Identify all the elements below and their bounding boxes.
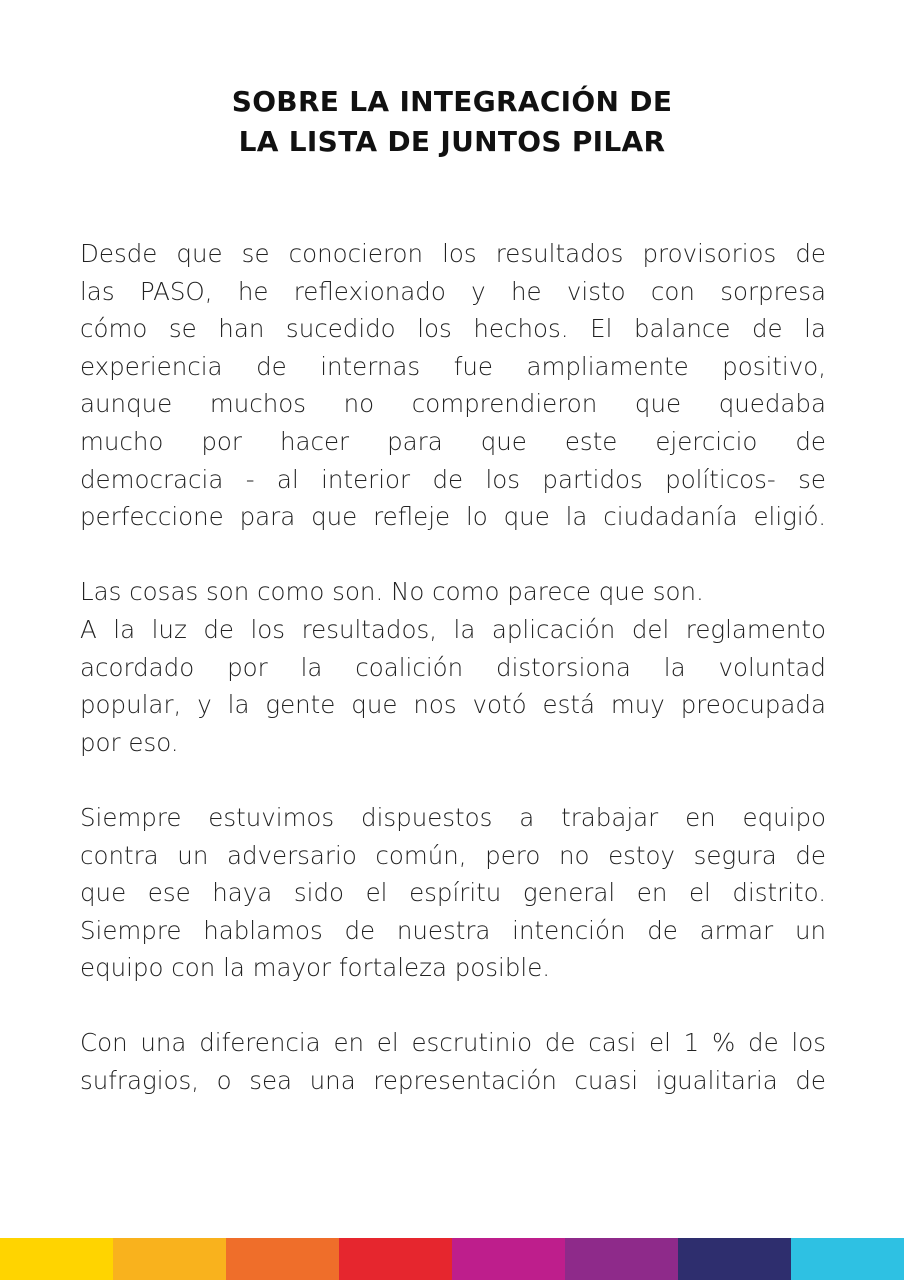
title-line-1: SOBRE LA INTEGRACIÓN DE xyxy=(231,85,673,118)
brand-color-bar xyxy=(0,1238,904,1280)
text-line: aunque muchos no comprendieron que quedaba xyxy=(80,389,826,419)
text-line: cómo se han sucedido los hechos. El balance de la xyxy=(80,314,826,344)
text-line: popular, y la gente que nos votó está muy preocupada xyxy=(80,690,826,720)
color-bar-segment xyxy=(565,1238,678,1280)
text-line: democracia - al interior de los partidos políticos- se xyxy=(80,464,826,494)
text-line: contra un adversario común, pero no estoy segura de xyxy=(80,840,826,870)
text-line: Siempre estuvimos dispuestos a trabajar en equipo xyxy=(80,802,826,832)
color-bar-segment xyxy=(113,1238,226,1280)
text-line: Desde que se conocieron los resultados provisorios de xyxy=(80,239,826,268)
text-line: Siempre hablamos de nuestra intención de armar un xyxy=(80,915,826,945)
text-line: las PASO, he reflexionado y he visto con sorpresa xyxy=(80,276,826,306)
color-bar-segment xyxy=(791,1238,904,1280)
paragraph-2 xyxy=(80,573,826,761)
paragraph-1 xyxy=(80,235,826,536)
text-line: por eso. xyxy=(80,727,179,757)
color-bar-segment xyxy=(678,1238,791,1280)
text-line: experiencia de internas fue ampliamente positivo, xyxy=(80,351,826,381)
text-line: Las cosas son como son. No como parece que son. xyxy=(80,577,704,607)
paragraph-3 xyxy=(80,799,826,987)
text-line: mucho por hacer para que este ejercicio de xyxy=(80,426,826,456)
document-body xyxy=(80,235,826,1137)
document-title xyxy=(0,82,904,162)
text-line: A la luz de los resultados, la aplicación del reglamento xyxy=(80,614,826,644)
color-bar-segment xyxy=(0,1238,113,1280)
paragraph-4 xyxy=(80,1024,826,1099)
text-line: que ese haya sido el espíritu general en el distrito. xyxy=(80,878,826,908)
color-bar-segment xyxy=(452,1238,565,1280)
title-line-2: LA LISTA DE JUNTOS PILAR xyxy=(238,125,666,158)
color-bar-segment xyxy=(226,1238,339,1280)
text-line: sufragios, o sea una representación cuasi igualitaria de xyxy=(80,1066,826,1096)
text-line: Con una diferencia en el escrutinio de casi el 1 % de los xyxy=(80,1028,826,1058)
text-line: perfeccione para que refleje lo que la ciudadanía eligió. xyxy=(80,502,826,532)
text-line: acordado por la coalición distorsiona la voluntad xyxy=(80,652,826,682)
color-bar-segment xyxy=(339,1238,452,1280)
text-line: equipo con la mayor fortaleza posible. xyxy=(80,953,551,983)
